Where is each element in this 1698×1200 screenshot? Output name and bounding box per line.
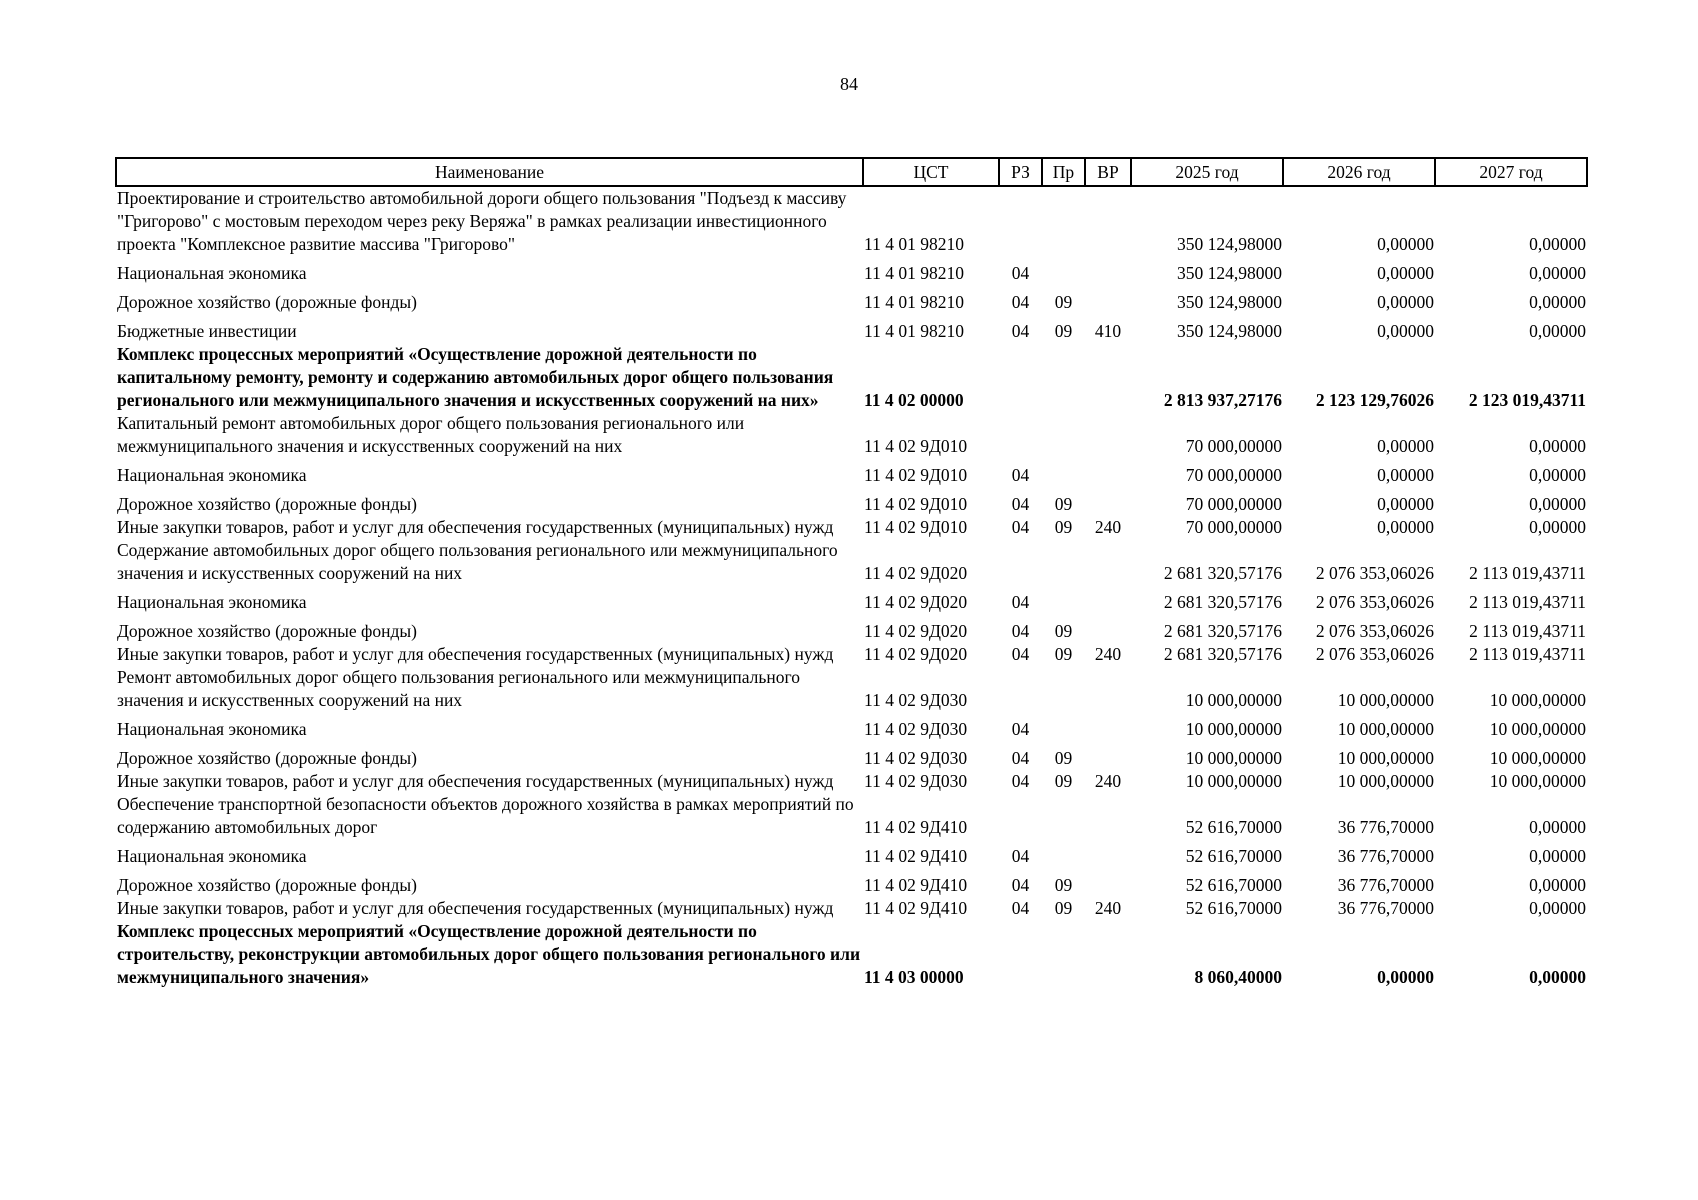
cell-name: Ремонт автомобильных дорог общего пользования регионального или межмуниципального значения и искусственных сооружений на них xyxy=(117,667,801,710)
cell-name: Национальная экономика xyxy=(117,592,307,612)
cell-2026: 10 000,00000 xyxy=(1337,748,1434,768)
table-row xyxy=(116,458,1587,487)
table-row xyxy=(116,741,1587,770)
cell-name: Дорожное хозяйство (дорожные фонды) xyxy=(117,494,418,514)
cell-pr: 09 xyxy=(1054,748,1073,768)
cell-vr xyxy=(1085,285,1131,314)
cell-cst: 11 4 02 9Д030 xyxy=(864,771,968,791)
budget-table xyxy=(115,157,1588,989)
cell-2027: 10 000,00000 xyxy=(1489,748,1586,768)
cell-pr xyxy=(1042,585,1085,614)
cell-2026: 10 000,00000 xyxy=(1337,719,1434,739)
cell-rz: 04 xyxy=(1011,644,1030,664)
cell-pr: 09 xyxy=(1054,644,1073,664)
cell-cst: 11 4 02 9Д410 xyxy=(864,898,968,918)
cell-2025: 70 000,00000 xyxy=(1185,517,1282,537)
cell-name: Обеспечение транспортной безопасности объектов дорожного хозяйства в рамках мероприятий по содержанию автомобильных дорог xyxy=(117,794,854,837)
cell-name: Бюджетные инвестиции xyxy=(117,321,297,341)
cell-pr: 09 xyxy=(1054,321,1073,341)
table-row xyxy=(116,614,1587,643)
cell-vr xyxy=(1085,614,1131,643)
cell-rz: 04 xyxy=(1011,898,1030,918)
cell-vr xyxy=(1085,186,1131,256)
cell-2026: 36 776,70000 xyxy=(1337,846,1434,866)
cell-2026: 36 776,70000 xyxy=(1337,817,1434,837)
cell-2027: 2 123 019,43711 xyxy=(1468,390,1586,410)
page-number: 84 xyxy=(840,74,858,94)
cell-pr xyxy=(1042,186,1085,256)
cell-pr: 09 xyxy=(1054,517,1073,537)
cell-cst: 11 4 02 9Д010 xyxy=(864,517,968,537)
cell-2025: 2 813 937,27176 xyxy=(1163,390,1282,410)
cell-pr: 09 xyxy=(1054,494,1073,514)
cell-2025: 52 616,70000 xyxy=(1185,898,1282,918)
cell-2025: 70 000,00000 xyxy=(1185,436,1282,456)
cell-cst: 11 4 03 00000 xyxy=(864,967,964,987)
table-row xyxy=(116,712,1587,741)
cell-name: Национальная экономика xyxy=(117,719,307,739)
table-row xyxy=(116,643,1587,666)
cell-2026: 2 123 129,76026 xyxy=(1315,390,1434,410)
cell-pr xyxy=(1042,458,1085,487)
cell-2025: 10 000,00000 xyxy=(1185,719,1282,739)
cell-name: Национальная экономика xyxy=(117,465,307,485)
cell-pr xyxy=(1042,256,1085,285)
header-2027: 2027 год xyxy=(1435,158,1587,186)
table-row xyxy=(116,868,1587,897)
header-row xyxy=(116,158,1587,186)
cell-vr: 240 xyxy=(1094,517,1122,537)
cell-cst: 11 4 02 9Д020 xyxy=(864,563,968,583)
cell-name: Национальная экономика xyxy=(117,846,307,866)
cell-2026: 0,00000 xyxy=(1377,292,1434,312)
cell-2025: 350 124,98000 xyxy=(1177,292,1282,312)
header-rz: РЗ xyxy=(999,158,1042,186)
cell-rz: 04 xyxy=(1011,719,1030,739)
cell-cst: 11 4 02 9Д410 xyxy=(864,875,968,895)
table-row xyxy=(116,539,1587,585)
header-2026: 2026 год xyxy=(1283,158,1435,186)
cell-name: Дорожное хозяйство (дорожные фонды) xyxy=(117,875,418,895)
cell-rz: 04 xyxy=(1011,517,1030,537)
cell-cst: 11 4 02 9Д030 xyxy=(864,748,968,768)
cell-vr: 240 xyxy=(1094,771,1122,791)
cell-rz: 04 xyxy=(1011,846,1030,866)
cell-rz: 04 xyxy=(1011,748,1030,768)
cell-pr xyxy=(1042,793,1085,839)
cell-2025: 2 681 320,57176 xyxy=(1163,592,1282,612)
cell-pr xyxy=(1042,920,1085,989)
cell-rz: 04 xyxy=(1011,263,1030,283)
table-row xyxy=(116,897,1587,920)
cell-2027: 0,00000 xyxy=(1529,465,1586,485)
cell-cst: 11 4 02 00000 xyxy=(864,390,964,410)
cell-2026: 2 076 353,06026 xyxy=(1315,592,1434,612)
cell-pr xyxy=(1042,343,1085,412)
cell-vr: 410 xyxy=(1094,321,1122,341)
cell-cst: 11 4 02 9Д010 xyxy=(864,465,968,485)
table-row xyxy=(116,770,1587,793)
cell-2027: 2 113 019,43711 xyxy=(1469,621,1586,641)
cell-2026: 36 776,70000 xyxy=(1337,875,1434,895)
cell-2025: 10 000,00000 xyxy=(1185,690,1282,710)
cell-rz xyxy=(999,186,1042,256)
cell-cst: 11 4 01 98210 xyxy=(864,263,964,283)
table-row xyxy=(116,666,1587,712)
cell-2025: 350 124,98000 xyxy=(1177,263,1282,283)
cell-2027: 0,00000 xyxy=(1529,494,1586,514)
cell-2026: 0,00000 xyxy=(1377,321,1434,341)
cell-2027: 2 113 019,43711 xyxy=(1469,592,1586,612)
cell-pr: 09 xyxy=(1054,898,1073,918)
cell-cst: 11 4 01 98210 xyxy=(864,321,964,341)
cell-2025: 52 616,70000 xyxy=(1185,875,1282,895)
cell-2026: 0,00000 xyxy=(1377,263,1434,283)
table-row xyxy=(116,585,1587,614)
header-2025: 2025 год xyxy=(1131,158,1283,186)
cell-name: Содержание автомобильных дорог общего пользования регионального или межмуниципального значения и искусственных сооружений на них xyxy=(117,540,838,583)
cell-pr: 09 xyxy=(1054,771,1073,791)
cell-vr xyxy=(1085,839,1131,868)
cell-rz: 04 xyxy=(1011,292,1030,312)
cell-2027: 0,00000 xyxy=(1529,846,1586,866)
cell-rz xyxy=(999,539,1042,585)
cell-2027: 0,00000 xyxy=(1529,436,1586,456)
table-row xyxy=(116,487,1587,516)
cell-name: Иные закупки товаров, работ и услуг для обеспечения государственных (муниципальных) нужд xyxy=(117,517,834,537)
cell-2027: 0,00000 xyxy=(1529,898,1586,918)
cell-2027: 10 000,00000 xyxy=(1489,771,1586,791)
cell-rz: 04 xyxy=(1011,875,1030,895)
cell-2026: 36 776,70000 xyxy=(1337,898,1434,918)
table-row-section xyxy=(116,343,1587,412)
cell-name: Дорожное хозяйство (дорожные фонды) xyxy=(117,621,418,641)
cell-cst: 11 4 02 9Д020 xyxy=(864,644,968,664)
cell-2025: 2 681 320,57176 xyxy=(1163,644,1282,664)
cell-vr xyxy=(1085,412,1131,458)
cell-2027: 0,00000 xyxy=(1529,234,1586,254)
cell-rz xyxy=(999,920,1042,989)
table-row xyxy=(116,285,1587,314)
cell-vr xyxy=(1085,539,1131,585)
cell-vr xyxy=(1085,868,1131,897)
cell-cst: 11 4 02 9Д020 xyxy=(864,621,968,641)
cell-vr xyxy=(1085,487,1131,516)
cell-pr xyxy=(1042,539,1085,585)
cell-vr xyxy=(1085,920,1131,989)
cell-2027: 0,00000 xyxy=(1529,292,1586,312)
cell-2027: 0,00000 xyxy=(1529,321,1586,341)
cell-vr: 240 xyxy=(1094,898,1122,918)
cell-2026: 10 000,00000 xyxy=(1337,771,1434,791)
cell-vr xyxy=(1085,793,1131,839)
cell-vr xyxy=(1085,256,1131,285)
cell-name: Проектирование и строительство автомобильной дороги общего пользования "Подъезд к массиву "Григорово" с мостовым переходом через реку Веряжа" в рамках реализации инвестиционного проекта "Комплексное развитие массива "Григорово" xyxy=(117,188,847,254)
cell-name: Капитальный ремонт автомобильных дорог общего пользования регионального или межмуниципального значения и искусственных сооружений на них xyxy=(117,413,745,456)
cell-2027: 10 000,00000 xyxy=(1489,719,1586,739)
cell-2025: 10 000,00000 xyxy=(1185,771,1282,791)
table-row xyxy=(116,314,1587,343)
cell-vr xyxy=(1085,343,1131,412)
cell-2026: 0,00000 xyxy=(1377,494,1434,514)
cell-rz: 04 xyxy=(1011,621,1030,641)
cell-2027: 10 000,00000 xyxy=(1489,690,1586,710)
header-pr: Пр xyxy=(1042,158,1085,186)
cell-rz xyxy=(999,343,1042,412)
cell-pr: 09 xyxy=(1054,621,1073,641)
cell-rz xyxy=(999,666,1042,712)
table-row xyxy=(116,186,1587,256)
cell-2027: 0,00000 xyxy=(1529,263,1586,283)
cell-rz: 04 xyxy=(1011,592,1030,612)
cell-2025: 8 060,40000 xyxy=(1194,967,1282,987)
cell-2027: 2 113 019,43711 xyxy=(1469,644,1586,664)
cell-name: Комплекс процессных мероприятий «Осуществление дорожной деятельности по строительству, реконструкции автомобильных дорог общего пользования регионального или межмуниципального значения» xyxy=(117,921,861,987)
cell-2025: 350 124,98000 xyxy=(1177,321,1282,341)
cell-pr xyxy=(1042,666,1085,712)
cell-rz: 04 xyxy=(1011,465,1030,485)
cell-2026: 2 076 353,06026 xyxy=(1315,563,1434,583)
cell-2026: 0,00000 xyxy=(1377,436,1434,456)
cell-2025: 2 681 320,57176 xyxy=(1163,621,1282,641)
cell-2026: 0,00000 xyxy=(1377,517,1434,537)
cell-rz: 04 xyxy=(1011,494,1030,514)
cell-2027: 0,00000 xyxy=(1529,517,1586,537)
cell-name: Иные закупки товаров, работ и услуг для обеспечения государственных (муниципальных) нужд xyxy=(117,644,834,664)
table-row xyxy=(116,412,1587,458)
cell-cst: 11 4 02 9Д010 xyxy=(864,494,968,514)
cell-vr xyxy=(1085,458,1131,487)
cell-vr xyxy=(1085,741,1131,770)
cell-vr xyxy=(1085,585,1131,614)
cell-2026: 0,00000 xyxy=(1377,234,1434,254)
table-row xyxy=(116,256,1587,285)
table-row xyxy=(116,516,1587,539)
cell-2027: 2 113 019,43711 xyxy=(1469,563,1586,583)
cell-2025: 350 124,98000 xyxy=(1177,234,1282,254)
cell-vr: 240 xyxy=(1094,644,1122,664)
table-row-section xyxy=(116,920,1587,989)
cell-2026: 2 076 353,06026 xyxy=(1315,644,1434,664)
cell-cst: 11 4 02 9Д030 xyxy=(864,690,968,710)
cell-pr xyxy=(1042,839,1085,868)
cell-rz xyxy=(999,412,1042,458)
cell-2025: 70 000,00000 xyxy=(1185,494,1282,514)
cell-2025: 52 616,70000 xyxy=(1185,817,1282,837)
cell-cst: 11 4 02 9Д010 xyxy=(864,436,968,456)
cell-2027: 0,00000 xyxy=(1529,967,1586,987)
cell-cst: 11 4 01 98210 xyxy=(864,234,964,254)
table-row xyxy=(116,839,1587,868)
cell-2026: 10 000,00000 xyxy=(1337,690,1434,710)
cell-vr xyxy=(1085,712,1131,741)
header-cst: ЦСТ xyxy=(863,158,999,186)
cell-2026: 0,00000 xyxy=(1377,465,1434,485)
cell-2027: 0,00000 xyxy=(1529,817,1586,837)
cell-cst: 11 4 02 9Д020 xyxy=(864,592,968,612)
cell-name: Иные закупки товаров, работ и услуг для обеспечения государственных (муниципальных) нужд xyxy=(117,898,834,918)
cell-name: Комплекс процессных мероприятий «Осуществление дорожной деятельности по капитальному ремонту, ремонту и содержанию автомобильных дорог общего пользования регионального или межмуниципального значения и искусственных сооружений на них» xyxy=(117,344,834,410)
cell-2025: 52 616,70000 xyxy=(1185,846,1282,866)
cell-cst: 11 4 02 9Д030 xyxy=(864,719,968,739)
cell-pr: 09 xyxy=(1054,875,1073,895)
cell-name: Национальная экономика xyxy=(117,263,307,283)
cell-rz: 04 xyxy=(1011,321,1030,341)
cell-pr xyxy=(1042,712,1085,741)
cell-2025: 70 000,00000 xyxy=(1185,465,1282,485)
cell-vr xyxy=(1085,666,1131,712)
header-vr: ВР xyxy=(1085,158,1131,186)
cell-2026: 2 076 353,06026 xyxy=(1315,621,1434,641)
cell-2026: 0,00000 xyxy=(1377,967,1434,987)
cell-rz xyxy=(999,793,1042,839)
cell-cst: 11 4 02 9Д410 xyxy=(864,846,968,866)
cell-cst: 11 4 01 98210 xyxy=(864,292,964,312)
cell-name: Дорожное хозяйство (дорожные фонды) xyxy=(117,292,418,312)
cell-name: Иные закупки товаров, работ и услуг для обеспечения государственных (муниципальных) нужд xyxy=(117,771,834,791)
cell-2025: 2 681 320,57176 xyxy=(1163,563,1282,583)
table-row xyxy=(116,793,1587,839)
cell-name: Дорожное хозяйство (дорожные фонды) xyxy=(117,748,418,768)
cell-rz: 04 xyxy=(1011,771,1030,791)
cell-pr: 09 xyxy=(1054,292,1073,312)
cell-2027: 0,00000 xyxy=(1529,875,1586,895)
header-name: Наименование xyxy=(116,158,863,186)
cell-cst: 11 4 02 9Д410 xyxy=(864,817,968,837)
cell-2025: 10 000,00000 xyxy=(1185,748,1282,768)
cell-pr xyxy=(1042,412,1085,458)
